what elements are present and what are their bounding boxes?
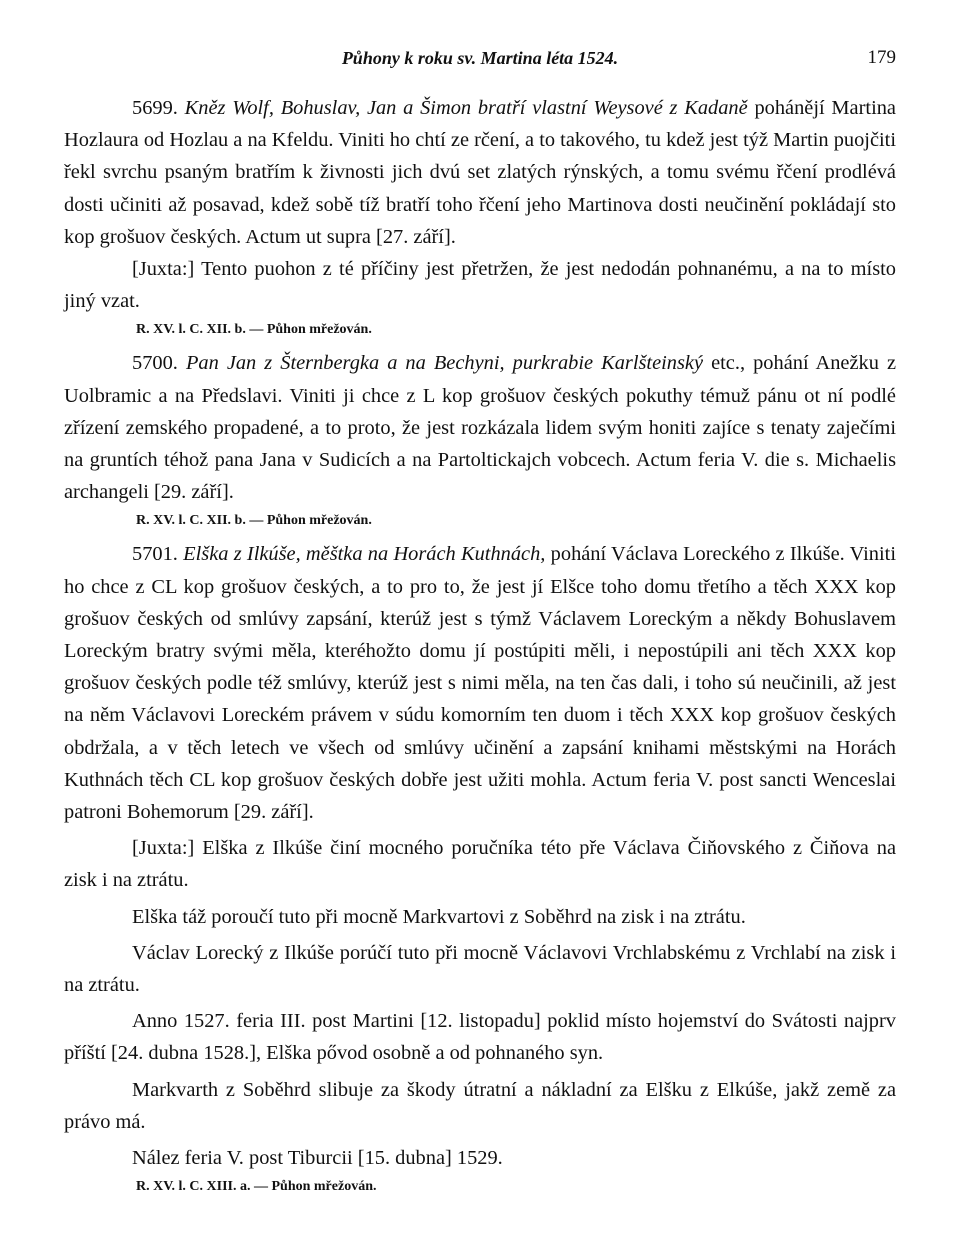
entry-parties: Kněz Wolf, Bohuslav, Jan a Šimon bratří vlastní Weysové z Kadaně (184, 97, 748, 119)
entry-paragraph: Václav Lorecký z Ilkúše porúčí tuto při mocně Václavovi Vrchlabskému z Vrchlabí na zisk i na ztrátu. (64, 941, 896, 997)
record-signature: R. XV. l. C. XII. b. — Půhon mřežován. (136, 322, 372, 338)
record-signature: R. XV. l. C. XII. b. — Půhon mřežován. (136, 513, 372, 529)
entry-paragraph: Markvarth z Soběhrd slibuje za škody útratní a nákladní za Elšku z Elkúše, jakž země za právo má. (64, 1078, 896, 1133)
running-title: Půhony k roku sv. Martina léta 1524. (341, 48, 619, 68)
entry-paragraph: Anno 1527. feria III. post Martini [12. listopadu] poklid místo hojemství do Svátosti najprv příští [24. dubna 1528.], Elška pővod osobně a od pohnaného syn. (64, 1010, 896, 1065)
record-signature: R. XV. l. C. XIII. a. — Půhon mřežován. (136, 1179, 377, 1195)
entry-number: 5699. (132, 97, 178, 119)
entry-5701 (64, 538, 896, 828)
entry-text: pohánějí Martina Hozlaura od Hozlau a na Kfeldu. Viniti ho chtí ze rčení, a to takového, tu kdež jest týž Martin puojčiti řekl svrchu psaným bratřím k živnosti jich dvú set zlatých rýnských, a tomu svému řčení prodlévá dosti učiniti až posavad, kdež sobě tíž bratří toho řčení jeho Martinova dosti neučinění pokládají sto kop grošuov českých. Actum ut supra [27. září]. (64, 97, 896, 248)
entry-text: pohání Václava Loreckého z Ilkúše. Viniti ho chce z CL kop grošuov českých, a to pro to, že jest jí Elšce toho domu třetího a těch XXX kop grošuov českých od smlúvy zapsání, kterúž jest s týmž Václavem Loreckým a někdy Bohuslavem Loreckým bratry svými měla, kteréhožto domu jí postúpiti měli, i nepostúpili ani těch XXX kop grošuov českých podle též smlúvy, kterúž jest s nimi měla, na ten čas dali, i toho sú neučinili, až jest na něm Václavovi Loreckém právem v súdu komorním ten duom i těch XXX kop grošuov českých obdržala, a v těch letech ve všech od smlúvy učinění a zapsání knihami městskými na Horách Kuthnách těch CL kop grošuov českých dobře jest užiti mohla. Actum feria V. post sancti Wenceslai patroni Bohemorum [29. září]. (64, 543, 896, 824)
entry-paragraph: Nález feria V. post Tiburcii [15. dubna] 1529. (132, 1147, 503, 1170)
entry-5699 (64, 92, 896, 253)
entry-number: 5701. (132, 543, 178, 566)
entry-paragraph: Elška táž poroučí tuto při mocně Markvartovi z Soběhrd na zisk i na ztrátu. (132, 905, 746, 928)
entry-parties: Elška z Ilkúše, měštka na Horách Kuthnách, (183, 543, 546, 566)
juxta-note: [Juxta:] Tento puohon z té příčiny jest přetržen, že jest nedodán pohnanému, a na to místo jiný vzat. (64, 258, 896, 313)
entry-paragraph: [Juxta:] Elška z Ilkúše činí mocného poručníka této pře Václava Čiňovského z Čiňova na zisk i na ztrátu. (64, 837, 896, 892)
entry-parties: Pan Jan z Šternbergka a na Bechyni, purkrabie Karlšteinský (185, 352, 704, 375)
entry-text: pohání Anežku z Uolbramic a na Předslavi. Viniti ji chce z L kop grošuov českých pokuthy témuž pánu ot ní podlé zřízení zemského propadené, a to proto, že jest rozkázala lidem svým honiti zajíce s tenaty zaječími na gruntích téhož pana Jana v Sudicích a na Partoltickajch vobcech. Actum feria V. die s. Michaelis archangeli [29. září]. (64, 352, 897, 504)
entry-parties-suffix: etc., (711, 352, 746, 375)
page-body (64, 92, 896, 1204)
page-number: 179 (867, 47, 896, 68)
entry-5700 (64, 347, 896, 508)
page-header (64, 42, 896, 74)
entry-number: 5700. (132, 352, 178, 375)
